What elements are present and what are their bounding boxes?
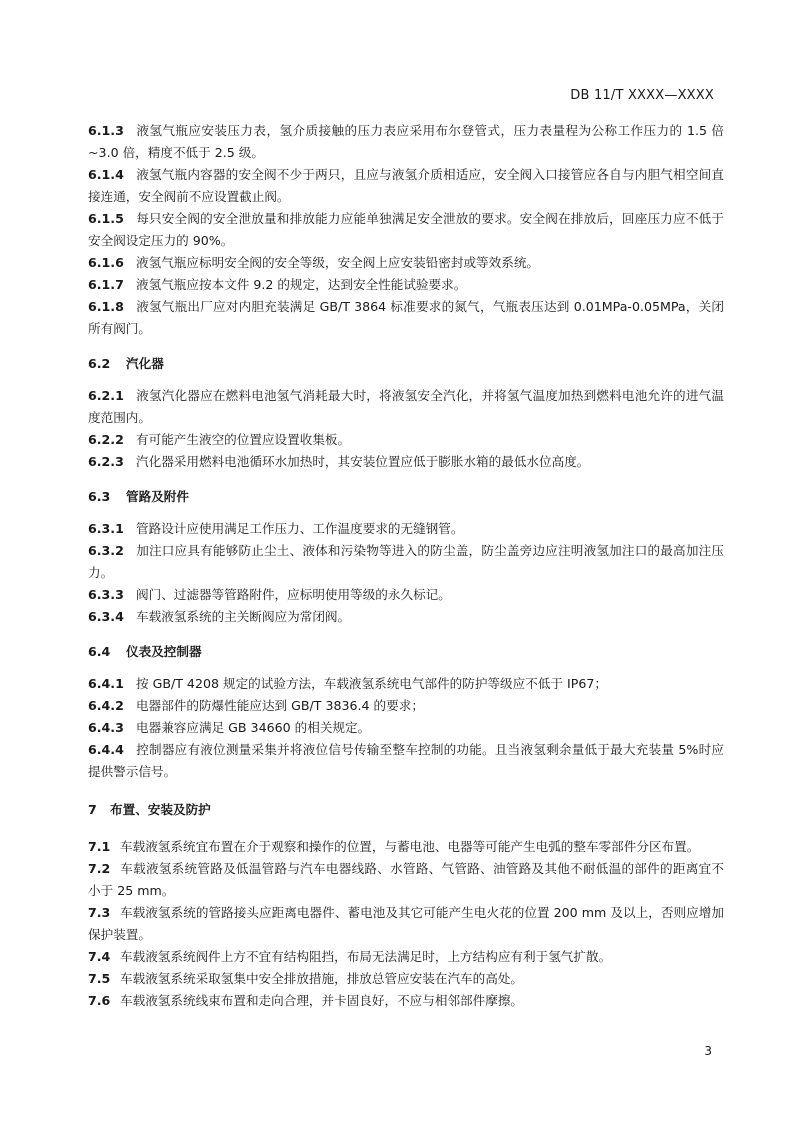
clause-number: 6.1.8: [88, 299, 124, 314]
clause-paragraph: [88, 606, 724, 628]
clause-number: 6.2: [88, 356, 111, 371]
clause-number: 6.4.3: [88, 720, 124, 735]
clause-text: 液氢气瓶出厂应对内胆充装满足 GB/T 3864 标准要求的氮气，气瓶表压达到 0.01MPa-0.05MPa，关闭所有阀门。: [88, 299, 724, 336]
clause-text: 车载液氢系统阀件上方不宜有结构阻挡，布局无法满足时，上方结构应有利于氢气扩散。: [120, 949, 612, 964]
clause-paragraph: [88, 968, 724, 990]
clause-paragraph: [88, 540, 724, 584]
clause-paragraph: [88, 518, 724, 540]
clause-number: 6.3.4: [88, 609, 124, 624]
section-heading: [88, 486, 724, 508]
section-heading: [88, 353, 724, 375]
clause-number: 6.1.7: [88, 277, 124, 292]
clause-paragraph: [88, 296, 724, 340]
clause-number: 6.2.2: [88, 432, 124, 447]
clause-paragraph: [88, 385, 724, 429]
clause-number: 7.4: [88, 949, 111, 964]
clause-text: 按 GB/T 4208 规定的试验方法，车载液氢系统电气部件的防护等级应不低于 IP67；: [136, 676, 607, 691]
clause-number: 6.3.1: [88, 521, 124, 536]
clause-text: 加注口应具有能够防止尘土、液体和污染物等进入的防尘盖，防尘盖旁边应注明液氢加注口的最高加注压力。: [88, 543, 724, 580]
clause-paragraph: [88, 858, 724, 902]
clause-paragraph: [88, 120, 724, 164]
clause-text: 液氢气瓶应安装压力表，氢介质接触的压力表应采用布尔登管式，压力表量程为公称工作压力的 1.5 倍~3.0 倍，精度不低于 2.5 级。: [88, 123, 724, 160]
clause-paragraph: [88, 274, 724, 296]
clause-text: 车载液氢系统的主关断阀应为常闭阀。: [136, 609, 351, 624]
clause-text: 车载液氢系统管路及低温管路与汽车电器线路、水管路、气管路、油管路及其他不耐低温的部件的距离宜不小于 25 mm。: [88, 861, 724, 898]
clause-text: 汽化器: [126, 356, 164, 371]
clause-number: 6.4.1: [88, 676, 124, 691]
clause-paragraph: [88, 946, 724, 968]
clause-paragraph: [88, 584, 724, 606]
clause-paragraph: [88, 208, 724, 252]
clause-number: 7.3: [88, 905, 111, 920]
clause-number: 6.3: [88, 489, 111, 504]
clause-number: 6.4.4: [88, 742, 124, 757]
clause-paragraph: [88, 990, 724, 1012]
clause-number: 6.1.6: [88, 255, 124, 270]
clause-number: 7.1: [88, 839, 111, 854]
clause-text: 布置、安装及防护: [110, 802, 211, 817]
clause-number: 7.2: [88, 861, 111, 876]
clause-text: 车载液氢系统宜布置在介于观察和操作的位置，与蓄电池、电器等可能产生电弧的整车零部件分区布置。: [120, 839, 700, 854]
clause-paragraph: [88, 695, 724, 717]
clause-paragraph: [88, 429, 724, 451]
clause-number: 6.4: [88, 644, 111, 659]
clause-number: 7: [88, 802, 97, 817]
clause-paragraph: [88, 902, 724, 946]
document-body: [88, 120, 724, 1012]
clause-text: 每只安全阀的安全泄放量和排放能力应能单独满足安全泄放的要求。安全阀在排放后，回座压力应不低于安全阀设定压力的 90%。: [88, 211, 724, 248]
clause-paragraph: [88, 164, 724, 208]
clause-text: 电器兼容应满足 GB 34660 的相关规定。: [136, 720, 371, 735]
clause-paragraph: [88, 739, 724, 783]
clause-number: 7.6: [88, 993, 111, 1008]
clause-number: 6.2.1: [88, 388, 124, 403]
clause-paragraph: [88, 717, 724, 739]
clause-text: 液氢气瓶内容器的安全阀不少于两只，且应与液氢介质相适应，安全阀入口接管应各自与内胆气相空间直接连通，安全阀前不应设置截止阀。: [88, 167, 724, 204]
clause-text: 车载液氢系统采取氢集中安全排放措施，排放总管应安装在汽车的高处。: [120, 971, 523, 986]
page-number: 3: [704, 1044, 712, 1058]
clause-text: 管路及附件: [126, 489, 189, 504]
clause-text: 车载液氢系统的管路接头应距离电器件、蓄电池及其它可能产生电火花的位置 200 mm 及以上，否则应增加保护装置。: [88, 905, 724, 942]
clause-number: 6.3.3: [88, 587, 124, 602]
clause-number: 6.1.3: [88, 123, 124, 138]
clause-number: 6.1.5: [88, 211, 124, 226]
clause-text: 阀门、过滤器等管路附件，应标明使用等级的永久标记。: [136, 587, 451, 602]
clause-paragraph: [88, 673, 724, 695]
clause-text: 液氢汽化器应在燃料电池氢气消耗最大时，将液氢安全汽化，并将氢气温度加热到燃料电池允许的进气温度范围内。: [88, 388, 724, 425]
clause-text: 汽化器采用燃料电池循环水加热时，其安装位置应低于膨胀水箱的最低水位高度。: [136, 454, 590, 469]
standard-code: DB 11/T XXXX—XXXX: [570, 88, 714, 103]
clause-number: 6.3.2: [88, 543, 124, 558]
clause-number: 7.5: [88, 971, 111, 986]
clause-paragraph: [88, 451, 724, 473]
clause-text: 控制器应有液位测量采集并将液位信号传输至整车控制的功能。且当液氢剩余量低于最大充装量 5%时应提供警示信号。: [88, 742, 724, 779]
clause-number: 6.1.4: [88, 167, 124, 182]
clause-text: 仪表及控制器: [126, 644, 202, 659]
clause-paragraph: [88, 252, 724, 274]
clause-text: 液氢气瓶应标明安全阀的安全等级，安全阀上应安装铅密封或等效系统。: [136, 255, 539, 270]
clause-number: 6.4.2: [88, 698, 124, 713]
clause-paragraph: [88, 836, 724, 858]
clause-text: 管路设计应使用满足工作压力、工作温度要求的无缝钢管。: [136, 521, 464, 536]
clause-text: 液氢气瓶应按本文件 9.2 的规定，达到安全性能试验要求。: [136, 277, 467, 292]
chapter-heading: [88, 799, 724, 821]
section-heading: [88, 641, 724, 663]
clause-text: 有可能产生液空的位置应设置收集板。: [136, 432, 351, 447]
clause-text: 电器部件的防爆性能应达到 GB/T 3836.4 的要求；: [136, 698, 424, 713]
clause-number: 6.2.3: [88, 454, 124, 469]
clause-text: 车载液氢系统线束布置和走向合理，并卡固良好，不应与相邻部件摩擦。: [120, 993, 523, 1008]
